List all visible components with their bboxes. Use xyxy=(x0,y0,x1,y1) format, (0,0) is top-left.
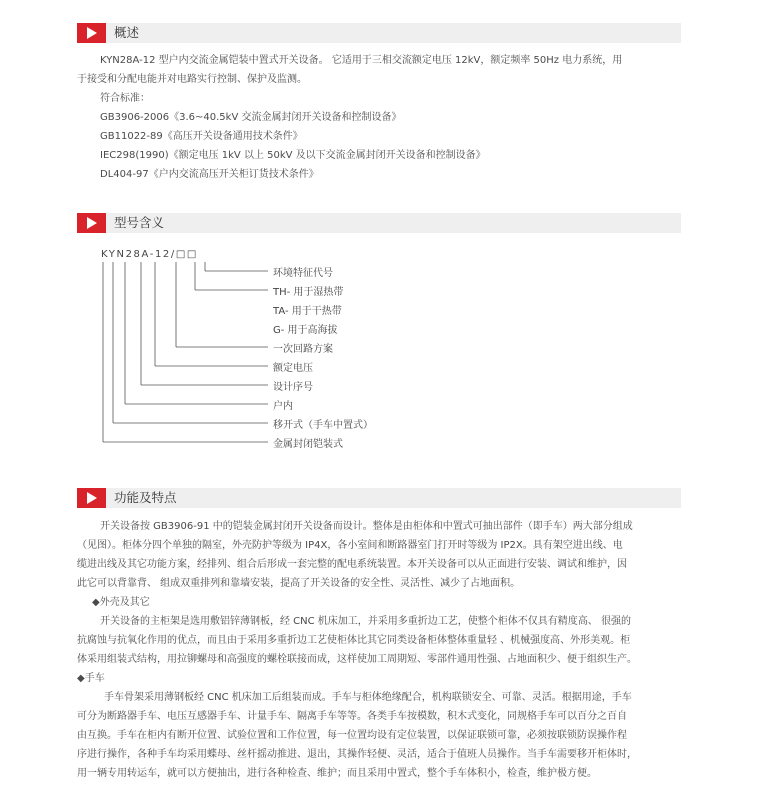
play-arrow-icon xyxy=(77,488,106,508)
features-line-1: 开关设备按 GB3906-91 中的铠装金属封闭开关设备而设计。整体是由柜体和中置式可抽出部件（即手车）两大部分组成 xyxy=(100,521,633,532)
features-line-6: 开关设备的主柜架是选用敷铝锌薄钢板，经 CNC 机床加工，并采用多重折边工艺，使整个柜体不仅具有精度高、 很强的 xyxy=(100,616,631,627)
features-line-14: 用一辆专用转运车，就可以方便抽出，进行各种检查、维护；而且采用中置式，整个手车体积小，检查，维护极方便。 xyxy=(77,768,597,779)
features-line-8: 体采用组装式结构，用拉铆螺母和高强度的螺栓联接而成，这样使加工周期短、零部件通用性强、占地面积少、便于组织生产。 xyxy=(77,654,637,665)
subheading-enclosure: ◆外壳及其它 xyxy=(92,597,150,608)
label-primary-circuit: 一次回路方案 xyxy=(273,344,333,355)
standard-gb11022: GB11022-89《高压开关设备通用技术条件》 xyxy=(100,131,303,142)
features-line-11: 可分为断路器手车、电压互感器手车、计量手车、隔离手车等等。各类手车按模数，积木式变化，同规格手车可以百分之百自 xyxy=(77,711,627,722)
standard-gb3906: GB3906-2006《3.6~40.5kV 交流金属封闭开关设备和控制设备》 xyxy=(100,112,402,123)
features-line-12: 由互换。手车在柜内有断开位置、试验位置和工作位置，每一位置均设有定位装置，以保证联锁可靠，必须按联锁防误操作程 xyxy=(77,730,627,741)
features-line-10: 手车骨架采用薄钢板经 CNC 机床加工后组装而成。手车与柜体绝缘配合，机构联锁安全、可靠、灵活。根据用途，手车 xyxy=(104,692,632,703)
model-code: KYN28A-12/□□ xyxy=(101,249,198,260)
standard-iec298: IEC298(1990)《额定电压 1kV 以上 50kV 及以下交流金属封闭开关设备和控制设备》 xyxy=(100,150,486,161)
section-title-model: 型号含义 xyxy=(114,215,165,230)
label-rated-voltage: 额定电压 xyxy=(273,363,313,374)
label-metal-enclosed: 金属封闭铠装式 xyxy=(273,439,343,450)
features-line-3: 缆进出线及其它功能方案，经排列、组合后形成一套完整的配电系统装置。本开关设备可以从正面进行安装、调试和维护，因 xyxy=(77,559,627,570)
section-header-features xyxy=(77,488,681,508)
label-environment-code: 环境特征代号 xyxy=(273,268,333,279)
overview-standards-label: 符合标准： xyxy=(100,93,150,104)
label-th: TH- 用于湿热带 xyxy=(273,287,344,298)
label-ta: TA- 用于干热带 xyxy=(273,306,342,317)
section-title-features: 功能及特点 xyxy=(114,490,177,505)
features-line-2: （见图）。柜体分四个单独的隔室，外壳防护等级为 IP4X，各小室间和断路器室门打开时等级为 IP2X。具有架空进出线、电 xyxy=(77,540,623,551)
features-line-13: 序进行操作，各种手车均采用蝶母、丝杆摇动推进、退出，其操作轻便、灵活，适合于值班人员操作。当手车需要移开柜体时， xyxy=(77,749,637,760)
overview-line-2: 于接受和分配电能并对电路实行控制、保护及监测。 xyxy=(77,74,307,85)
features-line-7: 抗腐蚀与抗氧化作用的优点，而且由于采用多重折边工艺使柜体比其它同类设备柜体整体重量轻 、机械强度高、外形美观。柜 xyxy=(77,635,631,646)
subheading-truck: ◆手车 xyxy=(77,673,105,684)
label-design-serial: 设计序号 xyxy=(273,382,313,393)
overview-line-1: KYN28A-12 型户内交流金属铠装中置式开关设备。 它适用于三相交流额定电压 12kV，额定频率 50Hz 电力系统，用 xyxy=(100,55,623,66)
label-indoor: 户内 xyxy=(273,401,293,412)
standard-dl404: DL404-97《户内交流高压开关柜订货技术条件》 xyxy=(100,169,319,180)
section-title-overview: 概述 xyxy=(114,25,140,40)
features-line-4: 此它可以背靠背、 组成双重排列和靠墙安装，提高了开关设备的安全性、灵活性、减少了占地面积。 xyxy=(77,578,521,589)
label-withdrawable: 移开式（手车中置式） xyxy=(273,420,373,431)
label-g: G- 用于高海拔 xyxy=(273,325,338,336)
